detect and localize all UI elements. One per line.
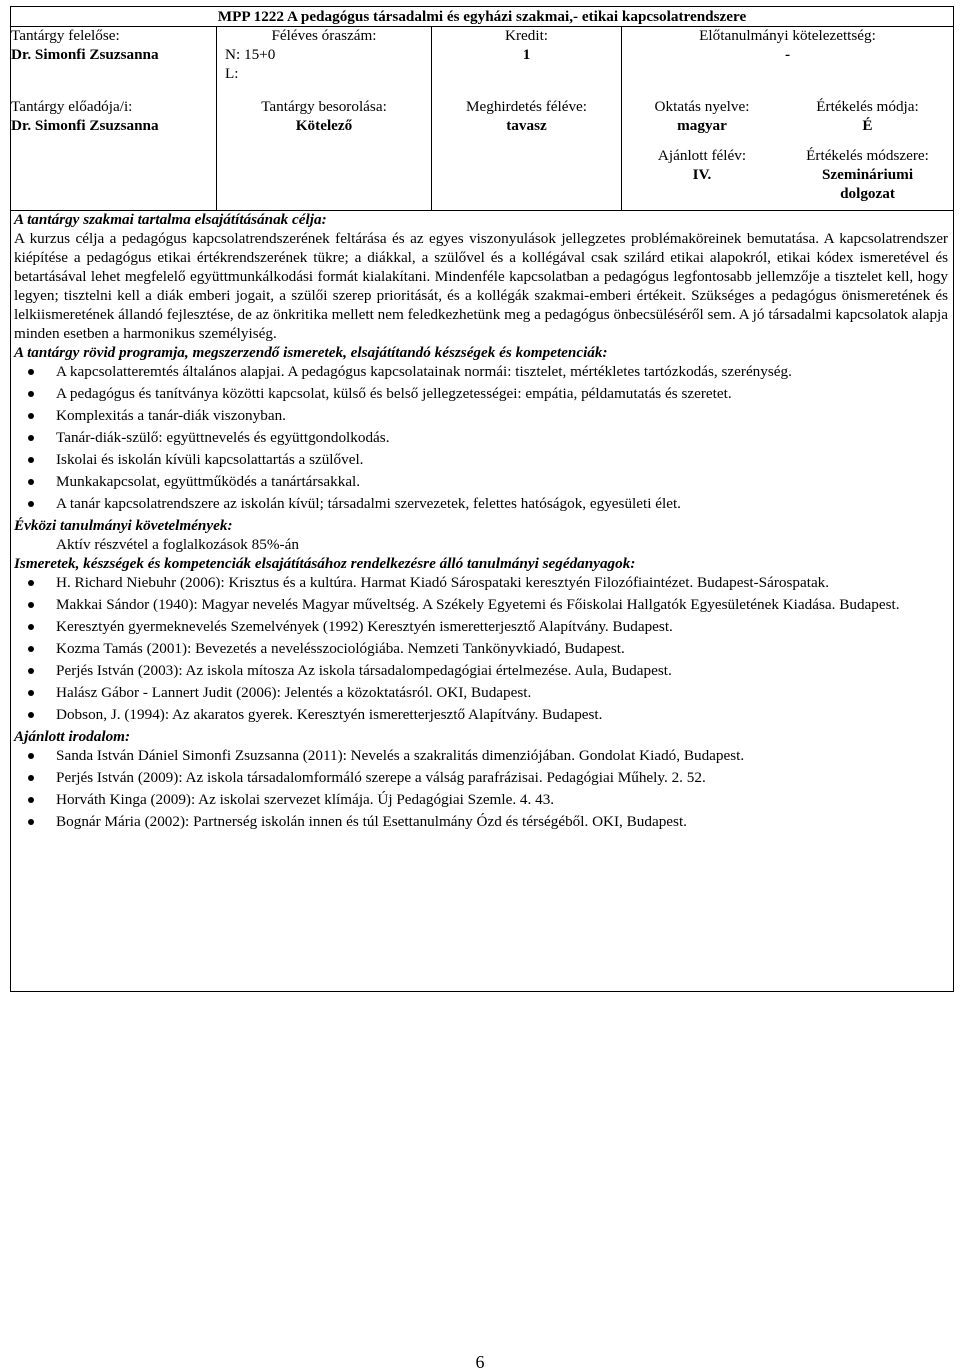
program-item: A kapcsolatteremtés általános alapjai. A pedagógus kapcsolatainak normái: tisztelet, mértékletes tartózkodás, szerénység. [56,362,948,381]
classification-label: Tantárgy besorolása: [261,98,387,115]
goal-heading: A tantárgy szakmai tartalma elsajátításának célja: [14,211,327,228]
course-content [14,210,948,834]
assessment-method-cell [782,146,953,203]
semester-cell [432,97,621,135]
recommended-semester-cell [622,146,782,184]
course-title: MPP 1222 A pedagógus társadalmi és egyházi szakmai,- etikai kapcsolatrendszere [217,8,747,25]
program-item: Tanár-diák-szülő: együttnevelés és együttgondolkodás. [56,428,948,447]
program-item: Munkakapcsolat, együttműködés a tanártársakkal. [56,472,948,491]
hours-cell [217,26,431,45]
semester-value: tavasz [506,117,547,134]
program-heading: A tantárgy rövid programja, megszerzendő ismeretek, elsajátítandó készségek és kompetenciák: [14,344,608,361]
literature-list [14,746,948,831]
classification-cell [217,97,431,135]
language-label: Oktatás nyelve: [654,98,750,115]
responsible-value: Dr. Simonfi Zsuzsanna [11,46,159,63]
literature-item: Sanda István Dániel Simonfi Zsuzsanna (2011): Nevelés a szakralitás dimenziójában. Gondolat Kiadó, Budapest. [56,746,948,765]
credit-cell [432,26,621,64]
language-cell [622,97,782,135]
credit-value: 1 [522,46,531,63]
goal-text: A kurzus célja a pedagógus kapcsolatrendszerének feltárása és az egyes viszonyulások jellegzetes problémaköreinek bemutatása. A kapcsolatrendszer kiépítése a pedagógus etikai értékrendszerének tükre; a diákkal, a szülővel és a kollégával csak szilárd etikai alapokról, etikai kódex ismeretével és betartásával lehet megfelelő együttmunkálkodási formát kialakítani. Mindenféle kapcsolatban a pedagógus legfontosabb jellemzője a tisztelet kell, hogy legyen; tisztelni kell a diák emberi jogait, a szülői szerep prioritását, és a kollégák szakmai-emberi értékeit. Szükséges a pedagógus önismeretének és lelkiismeretének állandó fejlesztése, de az önkritika mellett nem feledkezhetünk meg a pedagógus önbecsüléséről sem. A jó társadalmi kapcsolatok alapja minden esetben a harmonikus személyiség. [14,230,948,342]
material-item: Perjés István (2003): Az iskola mítosza Az iskola társadalompedagógiai értelmezése. Aula, Budapest. [56,661,948,680]
assessment-method-value-2: dolgozat [840,185,895,202]
recommended-semester-value: IV. [692,166,712,183]
program-list [14,362,948,513]
hours-n: N: 15+0 [225,46,276,63]
prereq-cell [622,26,953,64]
requirements-text: Aktív részvétel a foglalkozások 85%-án [56,536,299,553]
language-value: magyar [677,117,727,134]
hours-values [223,45,423,83]
recommended-semester-label: Ajánlott félév: [657,147,747,164]
material-item: Keresztyén gyermeknevelés Szemelvények (1992) Keresztyén ismeretterjesztő Alapítvány. Budapest. [56,617,948,636]
requirements-heading: Évközi tanulmányi követelmények: [14,517,233,534]
responsible-cell [11,26,171,64]
lecturer-label: Tantárgy előadója/i: [11,98,133,115]
assessment-method-label: Értékelés módszere: [806,147,929,164]
program-item: A tanár kapcsolatrendszere az iskolán kívül; társadalmi szervezetek, felettes hatóságok, egyesületi élet. [56,494,948,513]
hours-l: L: [225,65,239,82]
literature-item: Perjés István (2009): Az iskola társadalomformáló szerepe a válság parafrázisai. Pedagógiai Műhely. 2. 52. [56,768,948,787]
lecturer-cell [11,97,201,135]
material-item: H. Richard Niebuhr (2006): Krisztus és a kultúra. Harmat Kiadó Sárospataki keresztyén Filozófiaintézet. Budapest-Sárospatak. [56,573,948,592]
course-sheet [10,6,954,992]
program-item: A pedagógus és tanítványa közötti kapcsolat, külső és belső jellegzetességei: empátia, példamutatás és szeretet. [56,384,948,403]
material-item: Halász Gábor - Lannert Judit (2006): Jelentés a közoktatásról. OKI, Budapest. [56,683,948,702]
prereq-value: - [784,46,791,63]
prereq-label: Előtanulmányi kötelezettség: [699,27,876,44]
program-item: Iskolai és iskolán kívüli kapcsolattartás a szülővel. [56,450,948,469]
assessment-method-value-1: Szemináriumi [821,166,914,183]
semester-label: Meghirdetés féléve: [465,98,588,115]
hours-label: Féléves óraszám: [271,27,377,44]
assessment-cell [782,97,953,135]
materials-list [14,573,948,724]
credit-label: Kredit: [504,27,549,44]
lecturer-value: Dr. Simonfi Zsuzsanna [11,117,159,134]
responsible-label: Tantárgy felelőse: [11,27,120,44]
program-item: Komplexitás a tanár-diák viszonyban. [56,406,948,425]
assessment-label: Értékelés módja: [816,98,919,115]
assessment-value: É [862,117,873,134]
literature-item: Horváth Kinga (2009): Az iskolai szervezet klímája. Új Pedagógiai Szemle. 4. 43. [56,790,948,809]
page-number: 6 [475,1352,485,1372]
literature-heading: Ajánlott irodalom: [14,728,131,745]
material-item: Kozma Tamás (2001): Bevezetés a nevelésszociológiába. Nemzeti Tankönyvkiadó, Budapest. [56,639,948,658]
literature-item: Bognár Mária (2002): Partnerség iskolán innen és túl Esettanulmány Ózd és térségéből. OKI, Budapest. [56,812,948,831]
material-item: Makkai Sándor (1940): Magyar nevelés Magyar műveltség. A Székely Egyetemi és Főiskolai Hallgatók Egyesületének Kiadása. Budapest. [56,595,948,614]
materials-heading: Ismeretek, készségek és kompetenciák elsajátításához rendelkezésre álló tanulmányi segédanyagok: [14,555,636,572]
classification-value: Kötelező [295,117,353,134]
material-item: Dobson, J. (1994): Az akaratos gyerek. Keresztyén ismeretterjesztő Alapítvány. Budapest. [56,705,948,724]
